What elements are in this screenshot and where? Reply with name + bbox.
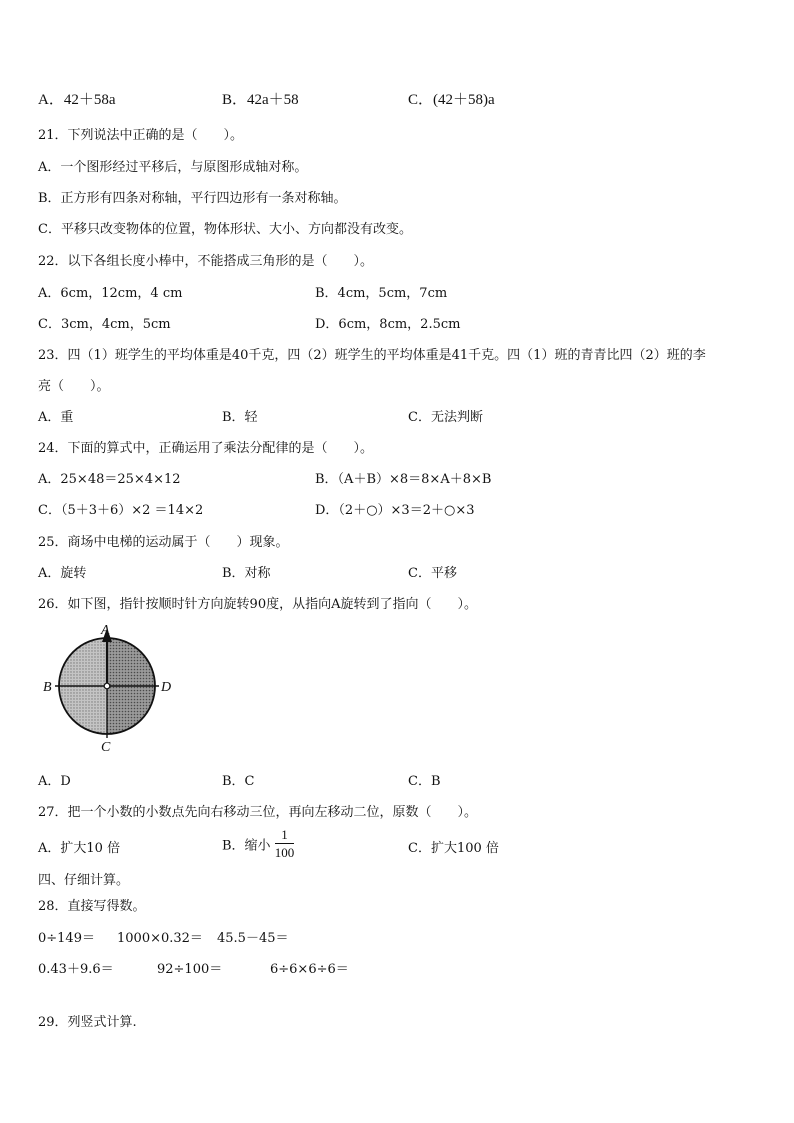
- dial-label-bottom: C: [101, 740, 111, 755]
- q22-option-a: A．6cm，12cm，4 cm: [38, 286, 183, 301]
- q27-option-b-fraction: [275, 827, 295, 861]
- q23-stem-line1: 23．四（1）班学生的平均体重是40千克，四（2）班学生的平均体重是41千克。四（1）班的青青比四（2）班的李: [38, 348, 706, 363]
- q28-item: 1000×0.32＝: [117, 931, 203, 946]
- q28-stem: 28．直接写得数。: [38, 899, 146, 914]
- q20-option-a: A．42＋58a: [38, 92, 116, 108]
- q23-stem-line2: 亮（ ）。: [38, 379, 110, 394]
- q27-stem: 27．把一个小数的小数点先向右移动三位，再向左移动二位，原数（ ）。: [38, 805, 478, 820]
- q20-option-b: B．42a＋58: [222, 92, 299, 108]
- q28-item: 45.5－45＝: [217, 931, 289, 946]
- q25-stem: 25．商场中电梯的运动属于（ ）现象。: [38, 535, 289, 550]
- q20-option-c: C．(42＋58)a: [408, 92, 495, 108]
- q22-stem: 22．以下各组长度小棒中，不能搭成三角形的是（ ）。: [38, 254, 374, 269]
- dial-label-left: B: [43, 680, 52, 695]
- dial-pivot: [104, 683, 110, 689]
- q25-option-a: A．旋转: [38, 566, 87, 581]
- q24-option-d: D．（2＋○）×3＝2＋○×3: [315, 503, 475, 518]
- q27-option-a: A．扩大10 倍: [38, 841, 121, 856]
- q29-stem: 29．列竖式计算.: [38, 1015, 137, 1030]
- q21-option-b: B．正方形有四条对称轴，平行四边形有一条对称轴。: [38, 191, 347, 206]
- fraction-numerator: 1: [281, 827, 288, 842]
- q26-option-c: C．B: [408, 774, 441, 789]
- q24-option-b: B．（A＋B）×8＝8×A＋8×B: [315, 472, 492, 487]
- q21-option-c: C．平移只改变物体的位置，物体形状、大小、方向都没有改变。: [38, 222, 412, 237]
- rotation-dial-figure: [40, 620, 180, 759]
- q23-option-a: A．重: [38, 410, 74, 425]
- q24-stem: 24．下面的算式中，正确运用了乘法分配律的是（ ）。: [38, 441, 374, 456]
- q24-option-c: C．（5＋3＋6）×2 ＝14×2: [38, 503, 204, 518]
- q27-option-b-prefix: B．缩小: [222, 838, 271, 854]
- dial-label-right: D: [161, 680, 172, 695]
- q25-option-c: C．平移: [408, 566, 457, 581]
- q26-option-b: B．C: [222, 774, 255, 789]
- q23-option-b: B．轻: [222, 410, 258, 425]
- q28-item: 0.43＋9.6＝: [38, 962, 114, 977]
- q25-option-b: B．对称: [222, 566, 271, 581]
- dial-label-top: A: [101, 623, 110, 638]
- q28-item: 0÷149＝: [38, 931, 95, 946]
- q24-option-a: A．25×48＝25×4×12: [38, 472, 181, 487]
- q22-option-b: B．4cm，5cm，7cm: [315, 286, 448, 301]
- q28-item: 6÷6×6÷6＝: [270, 962, 349, 977]
- fraction-denominator: 100: [274, 845, 295, 860]
- q22-option-c: C．3cm，4cm，5cm: [38, 317, 171, 332]
- q27-option-b: [222, 827, 294, 861]
- q26-option-a: A．D: [38, 774, 71, 789]
- q22-option-d: D．6cm，8cm，2.5cm: [315, 317, 461, 332]
- q27-option-c: C．扩大100 倍: [408, 841, 499, 856]
- q21-option-a: A．一个图形经过平移后，与原图形成轴对称。: [38, 160, 308, 175]
- rotation-dial-svg: [40, 620, 180, 755]
- q28-item: 92÷100＝: [157, 962, 223, 977]
- q21-stem: 21．下列说法中正确的是（ ）。: [38, 128, 244, 143]
- section-heading: 四、仔细计算。: [38, 873, 130, 888]
- q23-option-c: C．无法判断: [408, 410, 483, 425]
- q26-stem: 26．如下图，指针按顺时针方向旋转90度，从指向A旋转到了指向（ ）。: [38, 597, 477, 612]
